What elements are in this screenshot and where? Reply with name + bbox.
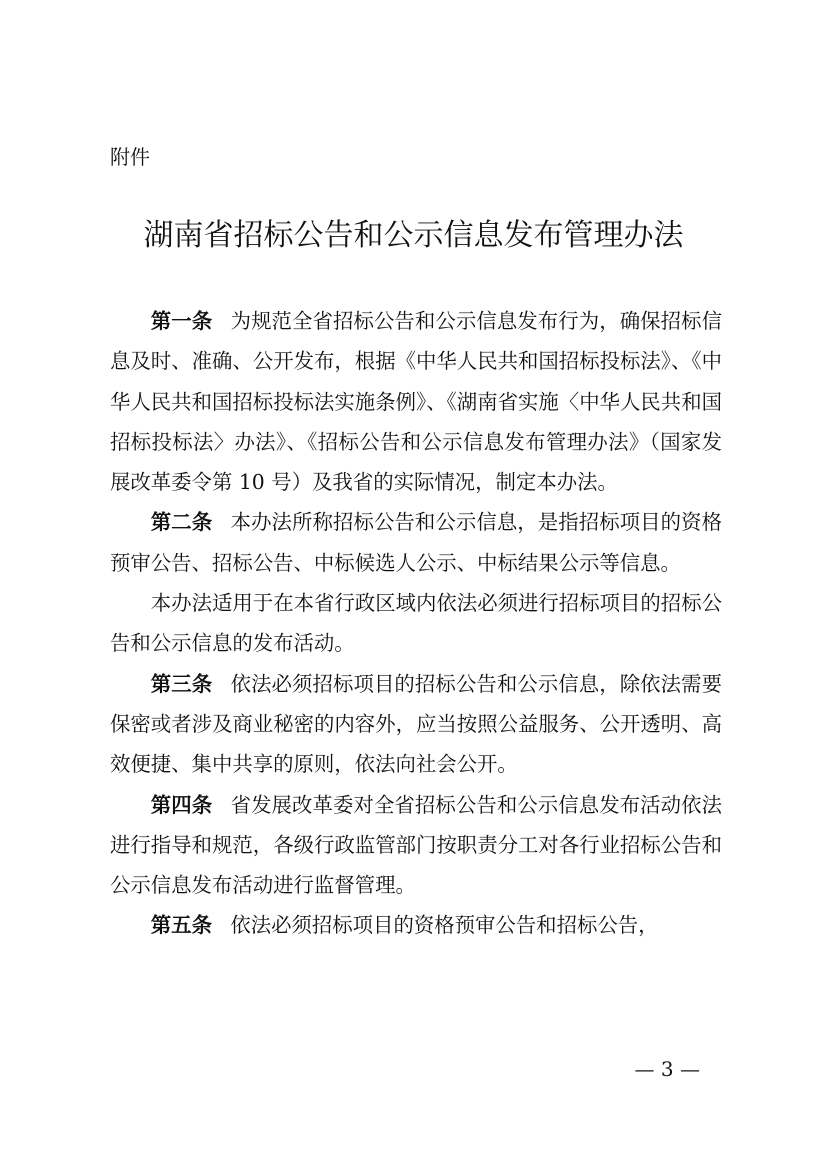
paragraph-article-4 <box>110 785 722 906</box>
paragraph-text: 本办法适用于在本省行政区域内依法必须进行招标项目的招标公告和公示信息的发布活动。 <box>110 591 722 656</box>
paragraph-text: 为规范全省招标公告和公示信息发布行为，确保招标信息及时、准确、公开发布，根据《中华人民共和国招标投标法》、《中华人民共和国招标投标法实施条例》、《湖南省实施〈中华人民共和国招标投标法〉办法》、《招标公告和公示信息发布管理办法》（国家发展改革委令第 10 号）及我省的实际情况，制定本办法。 <box>110 309 722 495</box>
paragraph-article-3 <box>110 664 722 785</box>
paragraph-text: 依法必须招标项目的资格预审公告和招标公告， <box>230 913 659 938</box>
paragraph-text: 依法必须招标项目的招标公告和公示信息，除依法需要保密或者涉及商业秘密的内容外，应当按照公益服务、公开透明、高效便捷、集中共享的原则，依法向社会公开。 <box>110 671 722 777</box>
article-label: 第四条 <box>150 792 213 817</box>
article-label: 第五条 <box>150 913 212 938</box>
document-title: 湖南省招标公告和公示信息发布管理办法 <box>143 218 684 253</box>
paragraph-scope <box>110 583 722 664</box>
paragraph-text: 本办法所称招标公告和公示信息，是指招标项目的资格预审公告、招标公告、中标候选人公示、中标结果公示等信息。 <box>110 510 722 575</box>
page-number: — 3 — <box>634 1057 700 1081</box>
attachment-label: 附件 <box>110 145 150 169</box>
paragraph-text: 省发展改革委对全省招标公告和公示信息发布活动依法进行指导和规范，各级行政监管部门按职责分工对各行业招标公告和公示信息发布活动进行监督管理。 <box>110 792 722 898</box>
paragraph-article-2 <box>110 502 722 583</box>
paragraph-article-5 <box>110 905 722 945</box>
document-body <box>110 301 722 946</box>
article-label: 第二条 <box>150 510 213 535</box>
article-label: 第三条 <box>150 671 213 696</box>
article-label: 第一条 <box>150 309 213 333</box>
paragraph-article-1 <box>110 301 722 502</box>
